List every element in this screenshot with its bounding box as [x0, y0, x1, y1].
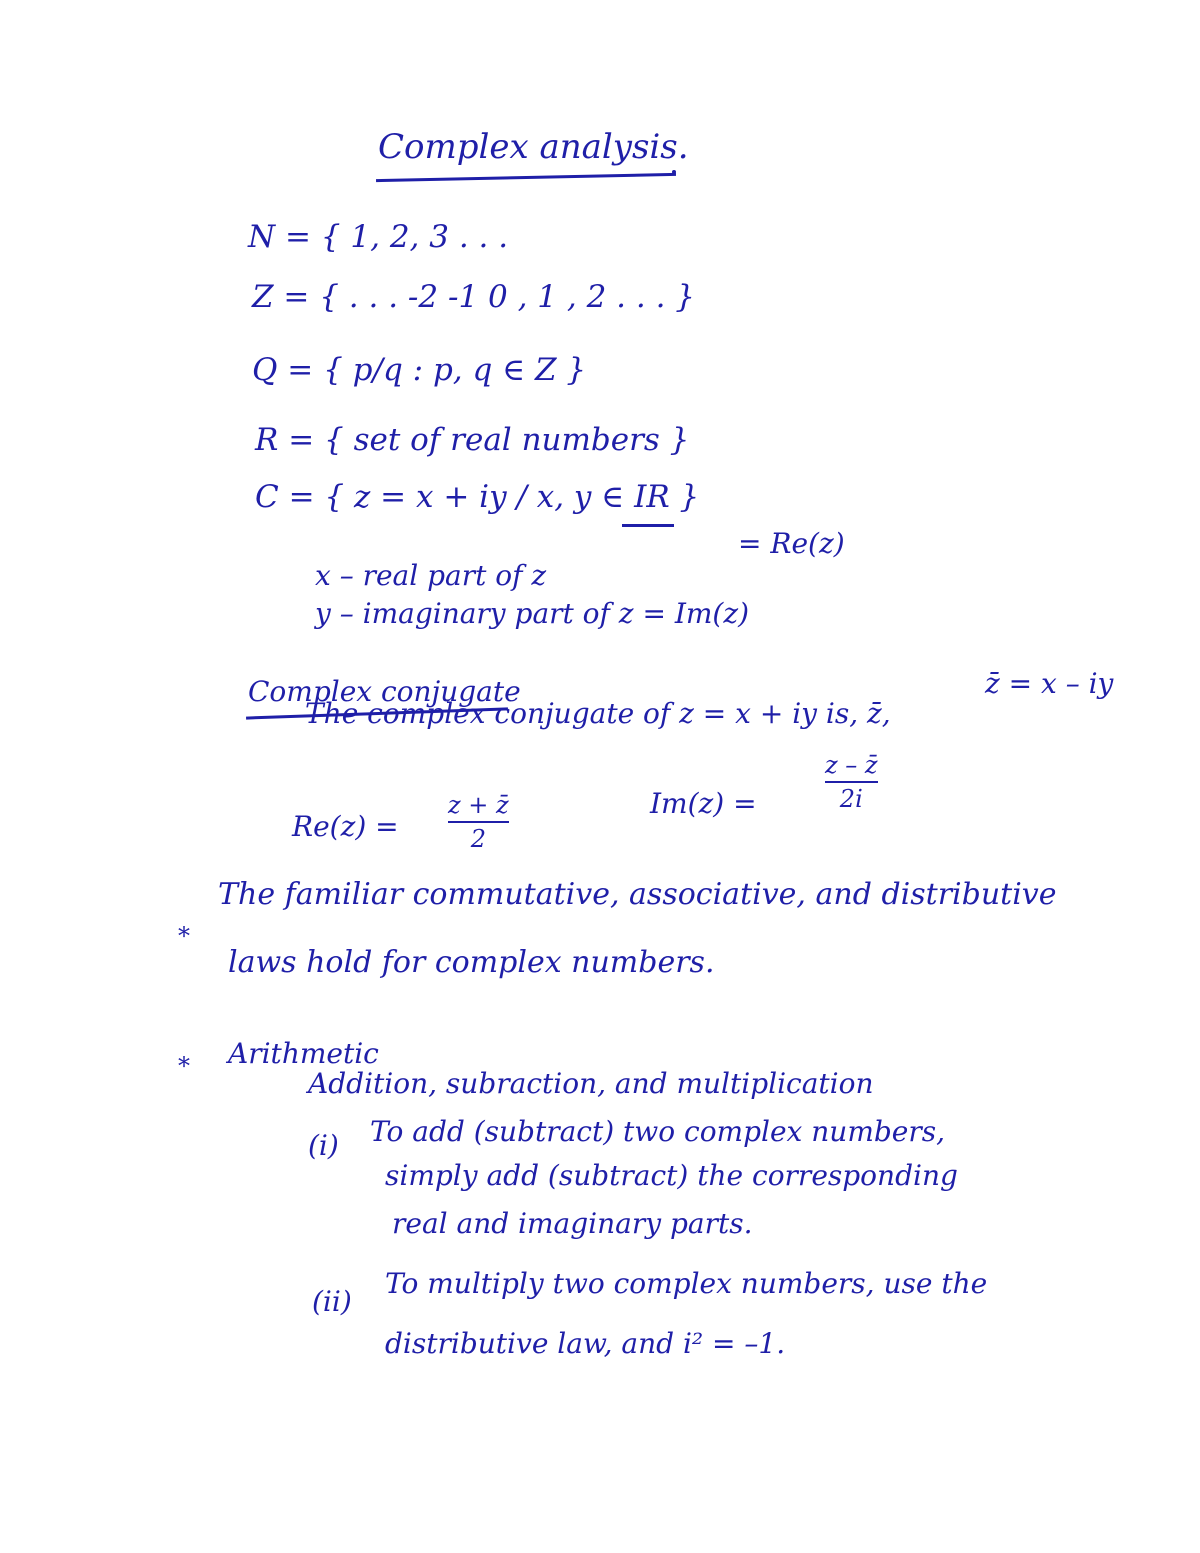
set-complex: C = { z = x + iy / x, y ∈ IR }	[255, 479, 700, 515]
set-naturals: N = { 1, 2, 3 . . .	[248, 219, 509, 255]
laws-line-1: The familiar commutative, associative, and distributive	[218, 877, 1057, 912]
title-underline	[376, 173, 676, 182]
arithmetic-heading: Arithmetic	[228, 1037, 379, 1070]
arithmetic-subheading: Addition, subraction, and multiplication	[308, 1067, 874, 1100]
laws-bullet: *	[178, 922, 190, 950]
imaginary-part-line: y – imaginary part of z = Im(z)	[315, 597, 750, 630]
laws-line-2: laws hold for complex numbers.	[228, 945, 715, 980]
im-formula-label: Im(z) =	[650, 787, 757, 820]
ir-underline	[622, 524, 674, 527]
arithmetic-bullet: *	[178, 1052, 190, 1080]
im-fraction	[825, 752, 878, 813]
conjugate-heading: Complex conjugate	[248, 675, 521, 708]
conjugate-sentence: The complex conjugate of z = x + iy is, z̄,	[305, 697, 891, 730]
im-numerator: z – z̄	[825, 751, 878, 779]
page-title: Complex analysis.	[378, 127, 689, 167]
re-fraction	[448, 792, 509, 853]
set-reals: R = { set of real numbers }	[255, 422, 690, 458]
re-denominator: 2	[470, 825, 486, 854]
conjugate-formula: z̄ = x – iy	[985, 667, 1114, 700]
re-numerator: z + z̄	[448, 791, 509, 819]
item-1-line-1: To add (subtract) two complex numbers,	[370, 1115, 946, 1148]
item-1-line-3: real and imaginary parts.	[392, 1207, 753, 1240]
re-equation: = Re(z)	[738, 527, 845, 560]
item-1-line-2: simply add (subtract) the corresponding	[385, 1159, 958, 1192]
real-part-line: x – real part of z	[315, 559, 547, 592]
re-fraction-bar	[448, 821, 509, 823]
title-dot	[672, 170, 676, 174]
set-integers: Z = { . . . -2 -1 0 , 1 , 2 . . . }	[252, 279, 696, 315]
set-rationals: Q = { p/q : p, q ∈ Z }	[252, 352, 587, 388]
im-denominator: 2i	[839, 785, 863, 814]
item-2-line-1: To multiply two complex numbers, use the	[385, 1267, 988, 1300]
item-1-marker: (i)	[308, 1129, 339, 1162]
re-formula-label: Re(z) =	[292, 810, 399, 843]
item-2-marker: (ii)	[312, 1285, 352, 1318]
im-fraction-bar	[825, 781, 878, 783]
item-2-line-2: distributive law, and i² = –1.	[385, 1327, 786, 1360]
